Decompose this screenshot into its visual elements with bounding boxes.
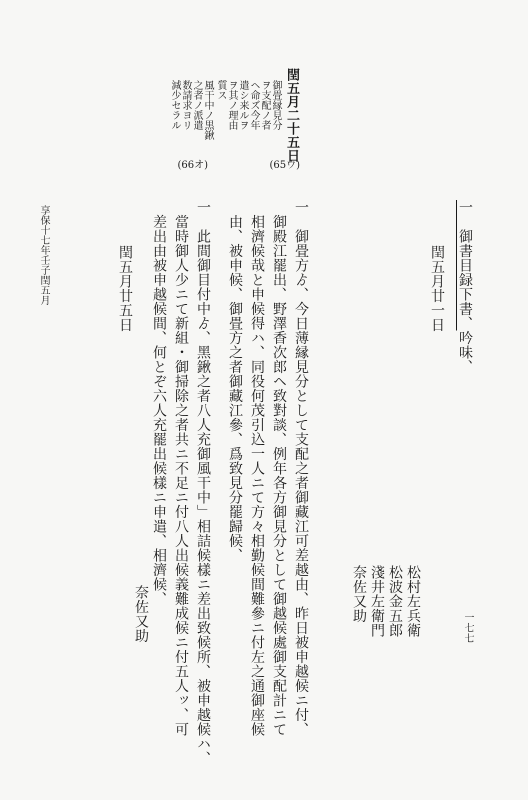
margin-note-2-line-1: 風干中ノ黒鍬 xyxy=(202,80,213,140)
side-date: 享保十七年壬子閏五月 xyxy=(38,205,49,305)
body-2-line-1: 一 此間御目付中ゟ、黑鍬之者八人充御風干中」相詰候樣ニ差出致候所、被申越候ハ、 xyxy=(195,200,211,766)
margin-note-2-line-4: 減少セラル xyxy=(169,80,180,130)
margin-note-2-ref: (66オ) xyxy=(177,160,208,171)
signer: 奈佐又助 xyxy=(133,585,149,643)
margin-note-1-line-3: ヘ命ズ今年 xyxy=(248,80,259,130)
margin-note-1-line-2: ヲ支配ノ者 xyxy=(259,80,270,130)
title-text: 一 御書目録下書、 xyxy=(457,200,473,331)
body-1-line-1: 一 御畳方ゟ、今日薄縁見分として支配之者御藏江可差越由、昨日被申越候ニ付、 xyxy=(293,200,309,737)
body-2-line-3: 差出由被申越候間、何とぞ六人充罷出候樣ニ申遣、相濟候、 xyxy=(151,200,167,606)
document-title xyxy=(458,200,472,374)
body-1-line-3: 相濟候哉と申候得ハ、同役何茂引込一人ニて方々相勤候間難參ニ付左之通御座候 xyxy=(249,200,265,737)
addressee-1: 松村左兵衛 xyxy=(405,565,421,638)
margin-note-1-line-5: ヲ其ノ理由 xyxy=(226,80,237,130)
addressee-3: 淺井左衛門 xyxy=(369,565,385,638)
addressee-2: 松波金五郎 xyxy=(387,565,403,638)
margin-note-1-line-6: 質ス xyxy=(215,80,226,100)
page-number: 一七七 xyxy=(462,612,473,644)
margin-note-1-line-4: 遣シ来ルヲ xyxy=(237,80,248,130)
body-1-line-2: 御殿江罷出、野澤香次郎ヘ致對談、例年各方御見分として御越候處御支配計ニて xyxy=(271,200,287,737)
title-suffix: 吟味、 xyxy=(457,330,473,374)
body-1-line-4: 由、被申候、御畳方之者御藏江參、爲致見分罷歸候、 xyxy=(227,200,243,563)
entry-date-1: 閏五月廿一日 xyxy=(429,245,445,332)
addressee-4: 奈佐又助 xyxy=(351,565,367,623)
margin-note-1-heading: 閏五月二十五日 xyxy=(284,68,299,163)
margin-note-2-line-3: 数請求ヨリ xyxy=(180,80,191,130)
margin-note-1-ref: (65ウ) xyxy=(269,160,300,171)
margin-note-1-line-1: 御畳縁見分 xyxy=(270,80,281,130)
body-2-line-2: 當時御人少ニて新組・御掃除之者共ニ不足ニ付八人出候義難成候ニ付五人ッ、可 xyxy=(173,200,189,737)
entry-date-2: 閏五月廿五日 xyxy=(117,245,133,332)
margin-note-2-line-2: 之者ノ派遣 xyxy=(191,80,202,130)
